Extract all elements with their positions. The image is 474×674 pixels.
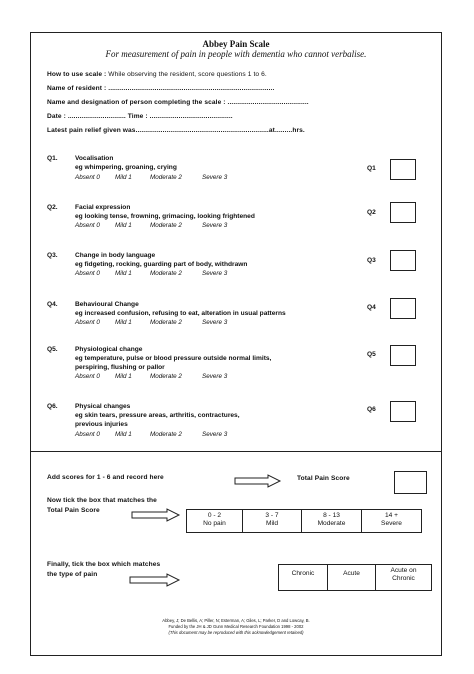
- pain-type-instruction-line2: the type of pain: [47, 571, 98, 578]
- scale-moderate: Moderate 2: [150, 174, 182, 181]
- question-title: Facial expression: [75, 204, 131, 211]
- question-title: Vocalisation: [75, 155, 114, 162]
- scale-severe: Severe 3: [202, 222, 228, 229]
- scale-moderate: Moderate 2: [150, 222, 182, 229]
- footer-authors: Abbey, J; De Bellis, A; Piller, N; Esterman, A; Giles, L; Parker, D and Lowcay, B.: [162, 618, 310, 623]
- pain-type-acute[interactable]: [328, 564, 376, 591]
- q2-score-box[interactable]: [390, 202, 416, 223]
- question-scale: [75, 431, 227, 438]
- question-box-label: Q6: [367, 406, 376, 413]
- resident-name-field[interactable]: ......................................................................................: [108, 85, 275, 92]
- question-number: Q2.: [47, 204, 58, 211]
- arrow-right-icon: [131, 508, 181, 522]
- hrs-label: hrs.: [292, 127, 305, 134]
- pain-type-instruction-line1: Finally, tick the box which matches: [47, 561, 161, 568]
- at-label: at: [268, 127, 275, 134]
- date-label: Date :: [47, 113, 66, 120]
- total-score-box[interactable]: [394, 471, 427, 494]
- question-description: eg skin tears, pressure areas, arthritis, contractures,: [75, 412, 240, 419]
- q5-score-box[interactable]: [390, 345, 416, 366]
- completer-label: Name and designation of person completing the scale :: [47, 99, 226, 106]
- pain-relief-field[interactable]: .....................................................................: [135, 127, 269, 134]
- score-range-severe[interactable]: [362, 509, 422, 533]
- scale-absent: Absent 0: [75, 222, 100, 229]
- how-to-use-line: [47, 71, 267, 78]
- time-field[interactable]: ...........................................: [149, 113, 233, 120]
- scale-absent: Absent 0: [75, 431, 100, 438]
- scale-severe: Severe 3: [202, 270, 228, 277]
- scale-absent: Absent 0: [75, 319, 100, 326]
- time-label: Time :: [127, 113, 148, 120]
- resident-name-line: [47, 85, 274, 92]
- footer-reproduction-note: (This document may be reproduced with this acknowledgement retained): [168, 630, 304, 635]
- question-description: eg increased confusion, refusing to eat, alteration in usual patterns: [75, 310, 286, 317]
- question-box-label: Q1: [367, 165, 376, 172]
- question-scale: [75, 222, 227, 229]
- section-divider: [30, 451, 442, 452]
- pain-type-label: Chronic: [291, 570, 315, 577]
- question-description-cont: previous injuries: [75, 421, 128, 428]
- scale-severe: Severe 3: [202, 319, 228, 326]
- scale-mild: Mild 1: [115, 431, 132, 438]
- question-title: Physiological change: [75, 346, 143, 353]
- question-box-label: Q4: [367, 304, 376, 311]
- q1-score-box[interactable]: [390, 159, 416, 180]
- scale-absent: Absent 0: [75, 270, 100, 277]
- date-field[interactable]: ..............................: [67, 113, 126, 120]
- resident-name-label: Name of resident :: [47, 85, 107, 92]
- range-label: No pain: [203, 520, 226, 527]
- pain-type-label-cont: Chronic: [392, 575, 415, 582]
- how-to-use-text: While observing the resident, score questions 1 to 6.: [108, 71, 267, 78]
- scale-mild: Mild 1: [115, 222, 132, 229]
- question-number: Q6.: [47, 403, 58, 410]
- question-description-cont: perspiring, flushing or pallor: [75, 364, 165, 371]
- scale-moderate: Moderate 2: [150, 319, 182, 326]
- question-description: eg whimpering, groaning, crying: [75, 164, 177, 171]
- question-title: Behavioural Change: [75, 301, 139, 308]
- range-value: 14 +: [384, 512, 399, 519]
- pain-type-label: Acute: [343, 570, 360, 577]
- score-range-mild[interactable]: [243, 509, 302, 533]
- total-pain-score-label: Total Pain Score: [297, 475, 350, 482]
- pain-relief-label: Latest pain relief given was: [47, 127, 136, 134]
- pain-type-label: Acute on: [390, 567, 417, 574]
- tick-instruction-line2: Total Pain Score: [47, 507, 100, 514]
- scale-severe: Severe 3: [202, 431, 228, 438]
- question-number: Q5.: [47, 346, 58, 353]
- question-scale: [75, 270, 227, 277]
- range-label: Mild: [265, 520, 279, 527]
- completer-field[interactable]: ..........................................: [227, 99, 309, 106]
- add-scores-text: Add scores for 1 - 6 and record here: [47, 474, 164, 481]
- hour-field[interactable]: .........: [274, 127, 293, 134]
- question-description: eg looking tense, frowning, grimacing, looking frightened: [75, 213, 255, 220]
- pain-type-acute-on-chronic[interactable]: [376, 564, 432, 591]
- scale-severe: Severe 3: [202, 373, 228, 380]
- pain-relief-line: [47, 127, 305, 134]
- scale-moderate: Moderate 2: [150, 270, 182, 277]
- question-title: Physical changes: [75, 403, 131, 410]
- scale-moderate: Moderate 2: [150, 373, 182, 380]
- form-subtitle: For measurement of pain in people with dementia who cannot verbalise.: [105, 49, 367, 59]
- question-scale: [75, 373, 227, 380]
- scale-absent: Absent 0: [75, 373, 100, 380]
- completer-line: [47, 99, 309, 106]
- question-scale: [75, 319, 227, 326]
- question-description: eg temperature, pulse or blood pressure outside normal limits,: [75, 355, 272, 362]
- question-number: Q1.: [47, 155, 58, 162]
- question-title: Change in body language: [75, 252, 156, 259]
- question-description: eg fidgeting, rocking, guarding part of body, withdrawn: [75, 261, 248, 268]
- footer-funding: Funded by the JH & JD Gunn Medical Research Foundation 1998 - 2002: [168, 624, 304, 629]
- score-range-moderate[interactable]: [302, 509, 362, 533]
- q6-score-box[interactable]: [390, 401, 416, 422]
- scale-mild: Mild 1: [115, 174, 132, 181]
- arrow-right-icon: [129, 573, 181, 587]
- question-number: Q4.: [47, 301, 58, 308]
- scale-absent: Absent 0: [75, 174, 100, 181]
- scale-moderate: Moderate 2: [150, 431, 182, 438]
- form-title: Abbey Pain Scale: [202, 39, 270, 49]
- scale-mild: Mild 1: [115, 373, 132, 380]
- score-range-no-pain[interactable]: [186, 509, 243, 533]
- q4-score-box[interactable]: [390, 298, 416, 319]
- range-label: Moderate: [317, 520, 346, 527]
- scale-mild: Mild 1: [115, 270, 132, 277]
- range-value: 3 - 7: [265, 512, 279, 519]
- scale-mild: Mild 1: [115, 319, 132, 326]
- how-to-use-label: How to use scale :: [47, 71, 107, 78]
- arrow-right-icon: [234, 474, 282, 488]
- question-scale: [75, 174, 227, 181]
- question-box-label: Q2: [367, 209, 376, 216]
- range-value: 8 - 13: [323, 512, 340, 519]
- question-box-label: Q5: [367, 351, 376, 358]
- date-time-line: [47, 113, 233, 120]
- range-value: 0 - 2: [207, 512, 222, 519]
- range-label: Severe: [381, 520, 402, 527]
- question-number: Q3.: [47, 252, 58, 259]
- pain-type-chronic[interactable]: [278, 564, 328, 591]
- tick-instruction-line1: Now tick the box that matches the: [47, 497, 157, 504]
- q3-score-box[interactable]: [390, 250, 416, 271]
- question-box-label: Q3: [367, 257, 376, 264]
- scale-severe: Severe 3: [202, 174, 228, 181]
